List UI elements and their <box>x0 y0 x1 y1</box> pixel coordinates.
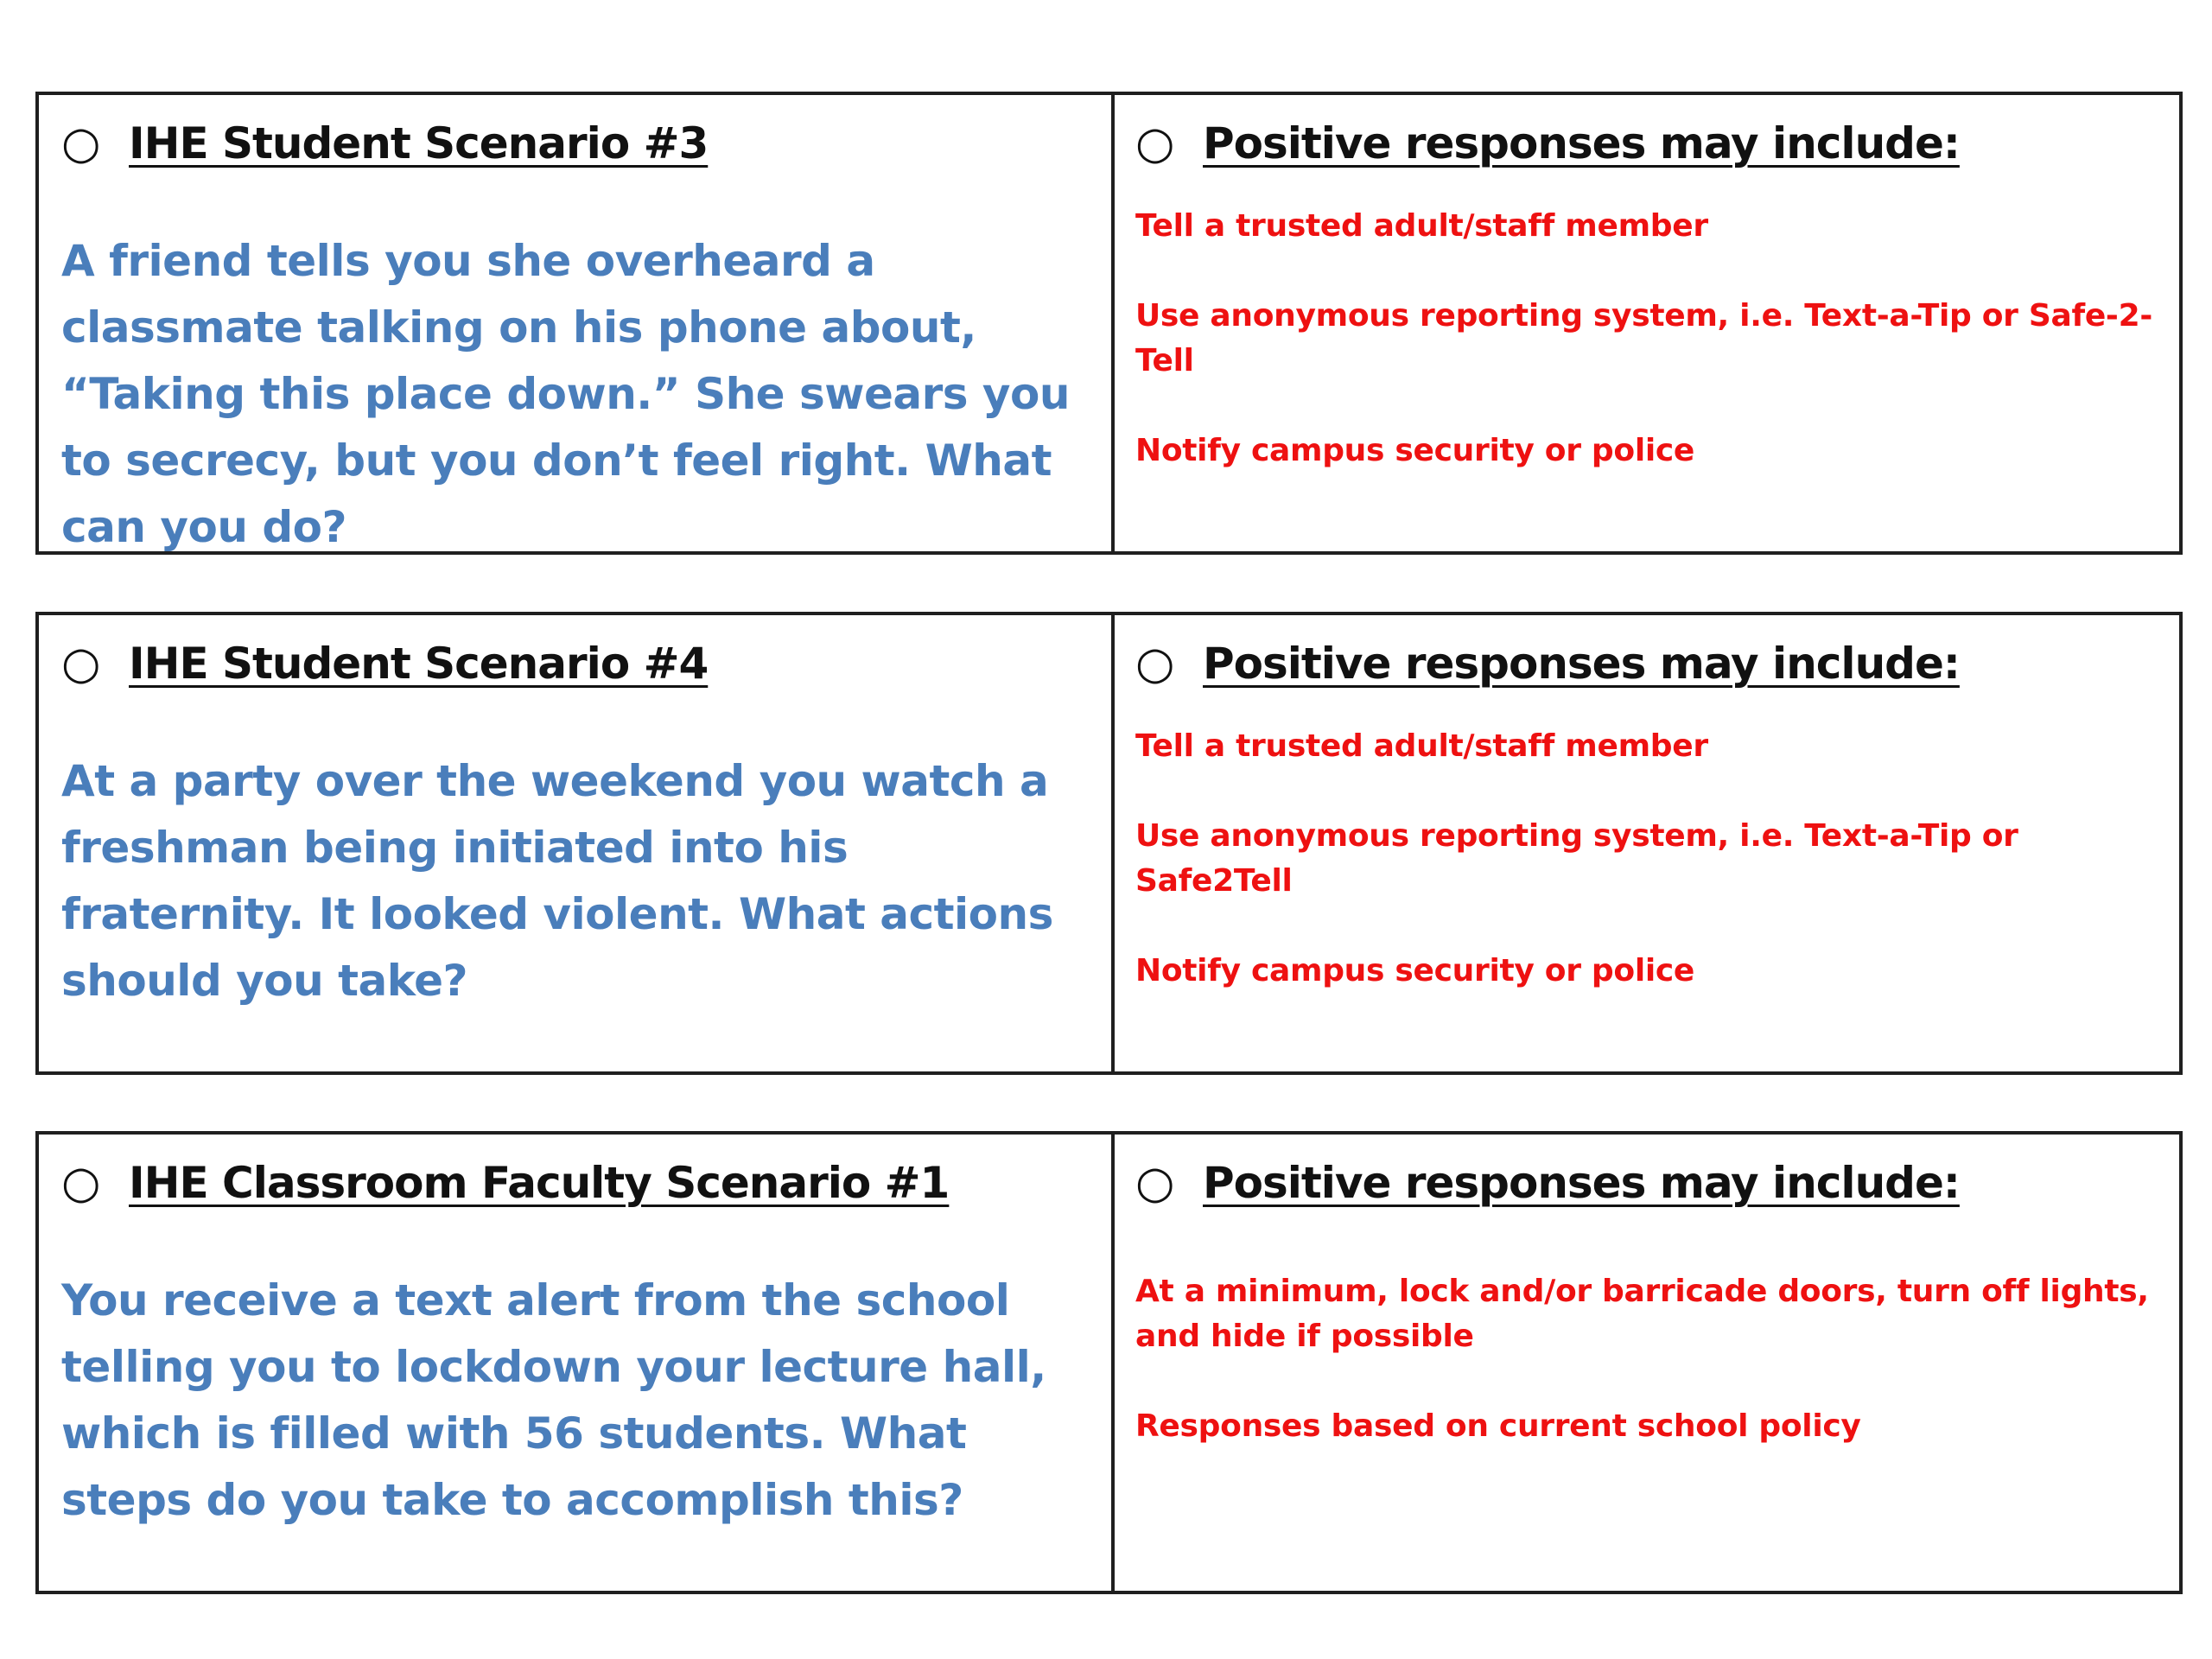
hollow-circle-bullet-icon: ○ <box>61 118 101 169</box>
scenario-title: IHE Student Scenario #3 <box>129 118 709 168</box>
response-item: Responses based on current school policy <box>1135 1408 1861 1444</box>
responses-panel <box>1115 95 2179 551</box>
responses-list <box>1135 724 2153 994</box>
responses-panel <box>1115 615 2179 1071</box>
scenario-heading-row <box>61 109 1085 178</box>
responses-title: Positive responses may include: <box>1203 639 1960 689</box>
scenario-panel <box>39 615 1115 1071</box>
responses-heading-row <box>1135 629 2153 698</box>
response-item: Use anonymous reporting system, i.e. Text-a-Tip or Safe2Tell <box>1135 818 2018 899</box>
scenario-text: A friend tells you she overheard a classmate talking on his phone about, “Taking this place down.” She swears you to secrecy, but you don’t feel right. What can you do? <box>61 236 1070 552</box>
responses-title: Positive responses may include: <box>1203 1158 1960 1208</box>
scenario-title: IHE Classroom Faculty Scenario #1 <box>129 1158 950 1208</box>
scenario-text: At a party over the weekend you watch a freshman being initiated into his fraternity. It looked violent. What actions should you take? <box>61 756 1053 1006</box>
scenario-panel <box>39 1135 1115 1591</box>
hollow-circle-bullet-icon: ○ <box>1135 1157 1175 1209</box>
responses-list <box>1135 204 2153 474</box>
scenario-title: IHE Student Scenario #4 <box>129 639 709 689</box>
response-item: Notify campus security or police <box>1135 433 1695 468</box>
response-item: At a minimum, lock and/or barricade doors, turn off lights, and hide if possible <box>1135 1274 2149 1354</box>
response-item: Tell a trusted adult/staff member <box>1135 208 1708 244</box>
scenario-heading-row <box>61 629 1085 698</box>
response-item: Notify campus security or police <box>1135 953 1695 988</box>
scenario-card <box>35 612 2183 1075</box>
responses-panel <box>1115 1135 2179 1591</box>
response-item: Use anonymous reporting system, i.e. Text-a-Tip or Safe-2-Tell <box>1135 298 2152 378</box>
responses-heading-row <box>1135 1148 2153 1217</box>
scenario-card <box>35 92 2183 555</box>
scenario-heading-row <box>61 1148 1085 1217</box>
hollow-circle-bullet-icon: ○ <box>1135 638 1175 690</box>
scenario-panel <box>39 95 1115 551</box>
hollow-circle-bullet-icon: ○ <box>61 638 101 690</box>
responses-title: Positive responses may include: <box>1203 118 1960 168</box>
scenario-text: You receive a text alert from the school telling you to lockdown your lecture hall, which is filled with 56 students. What steps do you take to accomplish this? <box>61 1275 1046 1525</box>
hollow-circle-bullet-icon: ○ <box>1135 118 1175 169</box>
hollow-circle-bullet-icon: ○ <box>61 1157 101 1209</box>
responses-heading-row <box>1135 109 2153 178</box>
responses-list <box>1135 1269 2153 1449</box>
scenario-card <box>35 1131 2183 1594</box>
response-item: Tell a trusted adult/staff member <box>1135 728 1708 764</box>
